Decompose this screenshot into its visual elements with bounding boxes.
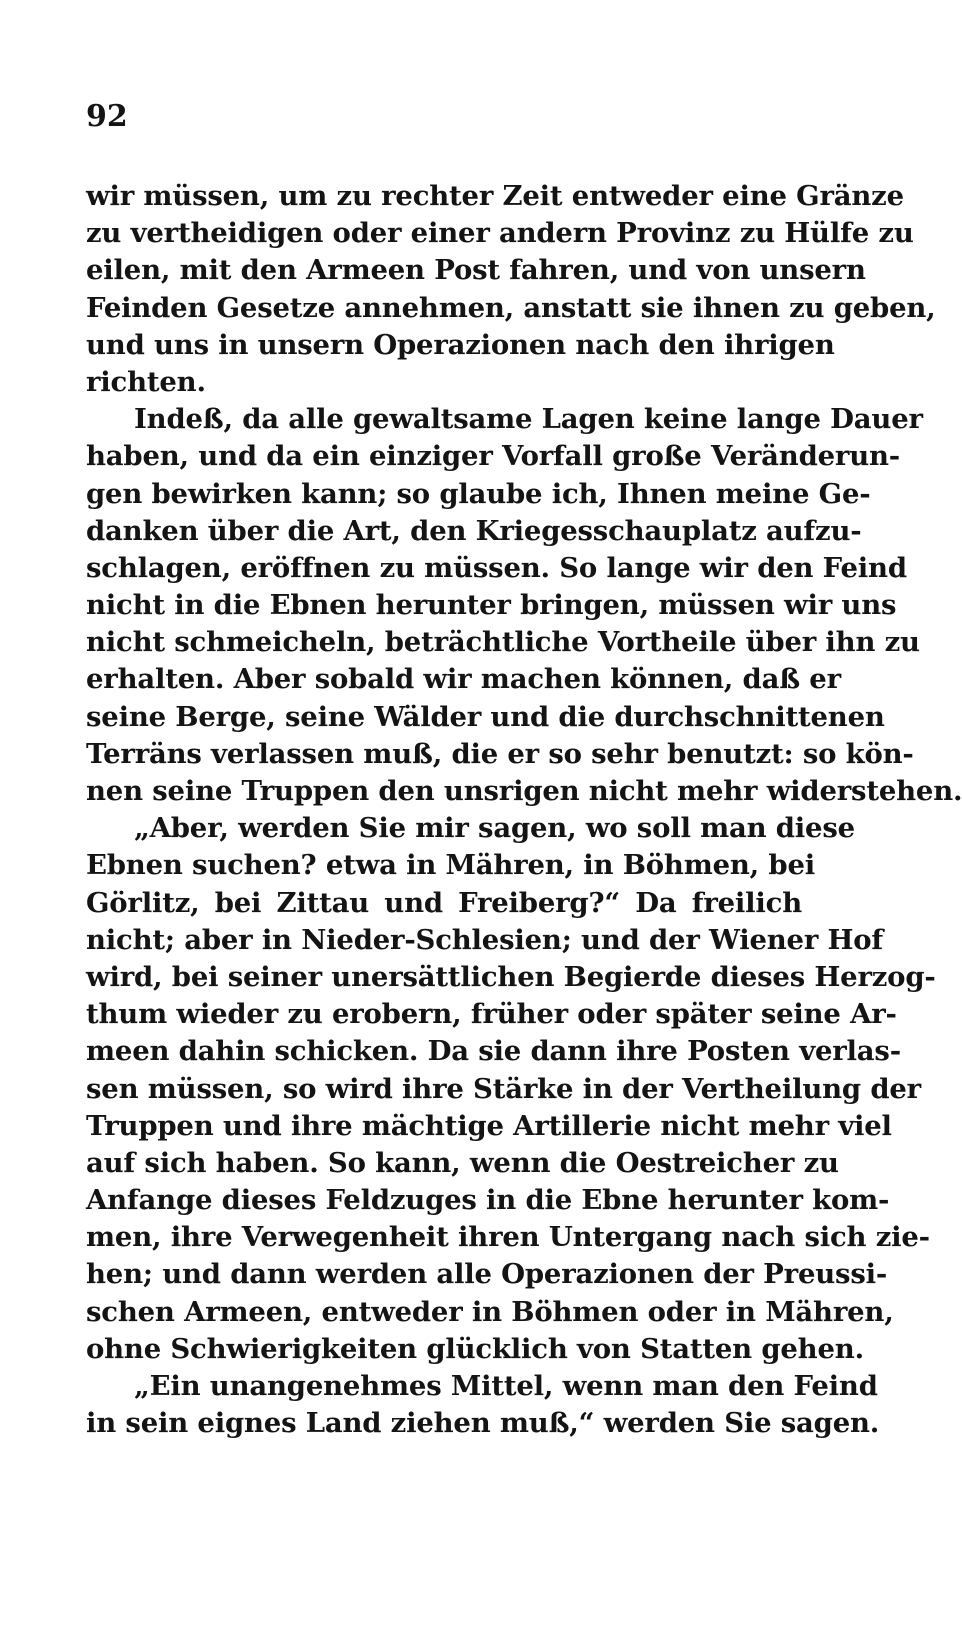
text-line: ohne Schwierigkeiten glücklich von Statten gehen.: [86, 1332, 864, 1365]
text-line: schen Armeen, entweder in Böhmen oder in Mähren,: [86, 1295, 894, 1328]
text-line: wir müssen, um zu rechter Zeit entweder eine Gränze: [86, 180, 904, 212]
paragraph: [86, 1368, 880, 1442]
text-line: „Aber, werden Sie mir sagen, wo soll man diese: [134, 812, 855, 845]
text-line: nicht in die Ebnen herunter bringen, müssen wir uns: [86, 589, 897, 622]
text-line: und uns in unsern Operazionen nach den ihrigen: [86, 328, 835, 361]
text-line: zu vertheidigen oder einer andern Provinz zu Hülfe zu: [86, 217, 914, 250]
paragraph: [86, 178, 936, 401]
paragraph: [86, 810, 936, 1368]
text-line: Feinden Gesetze annehmen, anstatt sie ihnen zu geben,: [86, 291, 936, 324]
text-line: Anfange dieses Feldzuges in die Ebne herunter kom-: [86, 1184, 890, 1217]
page-number: 92: [86, 99, 128, 134]
text-line: hen; und dann werden alle Operazionen der Preussi-: [86, 1258, 888, 1291]
text-line: eilen, mit den Armeen Post fahren, und von unsern: [86, 254, 866, 287]
text-line: auf sich haben. So kann, wenn die Oestreicher zu: [86, 1146, 839, 1179]
text-line: schlagen, eröffnen zu müssen. So lange wir den Feind: [86, 551, 907, 584]
text-line: „Ein unangenehmes Mittel, wenn man den Feind: [134, 1370, 878, 1402]
paragraph: [86, 401, 962, 810]
text-line: richten.: [86, 365, 206, 398]
text-line: Terräns verlassen muß, die er so sehr benutzt: so kön-: [86, 737, 914, 770]
body-text: [86, 178, 962, 1442]
text-line: Indeß, da alle gewaltsame Lagen keine lange Dauer: [134, 403, 923, 436]
text-line: danken über die Art, den Kriegesschauplatz aufzu-: [86, 514, 862, 547]
text-line: men, ihre Verwegenheit ihren Untergang nach sich zie-: [86, 1221, 930, 1254]
text-line: sen müssen, so wird ihre Stärke in der Vertheilung der: [86, 1072, 921, 1105]
text-line: nicht; aber in Nieder-Schlesien; und der Wiener Hof: [86, 923, 884, 956]
text-line: nicht schmeicheln, beträchtliche Vortheile über ihn zu: [86, 626, 920, 659]
text-line: seine Berge, seine Wälder und die durchschnittenen: [86, 700, 885, 733]
text-line: erhalten. Aber sobald wir machen können, daß er: [86, 663, 841, 696]
text-line: Ebnen suchen? etwa in Mähren, in Böhmen, bei: [86, 849, 816, 882]
text-line: haben, und da ein einziger Vorfall große Veränderun-: [86, 440, 900, 473]
text-line: meen dahin schicken. Da sie dann ihre Posten verlas-: [86, 1035, 901, 1068]
text-line: thum wieder zu erobern, früher oder später seine Ar-: [86, 998, 897, 1031]
text-line: wird, bei seiner unersättlichen Begierde dieses Herzog-: [86, 960, 936, 993]
text-line: Truppen und ihre mächtige Artillerie nicht mehr viel: [86, 1109, 892, 1142]
text-line: in sein eignes Land ziehen muß,“ werden Sie sagen.: [86, 1407, 880, 1440]
text-line: Görlitz, bei Zittau und Freiberg?“ Da freilich: [86, 886, 802, 919]
text-line: nen seine Truppen den unsrigen nicht mehr widerstehen.: [86, 775, 962, 807]
text-line: gen bewirken kann; so glaube ich, Ihnen meine Ge-: [86, 477, 871, 510]
